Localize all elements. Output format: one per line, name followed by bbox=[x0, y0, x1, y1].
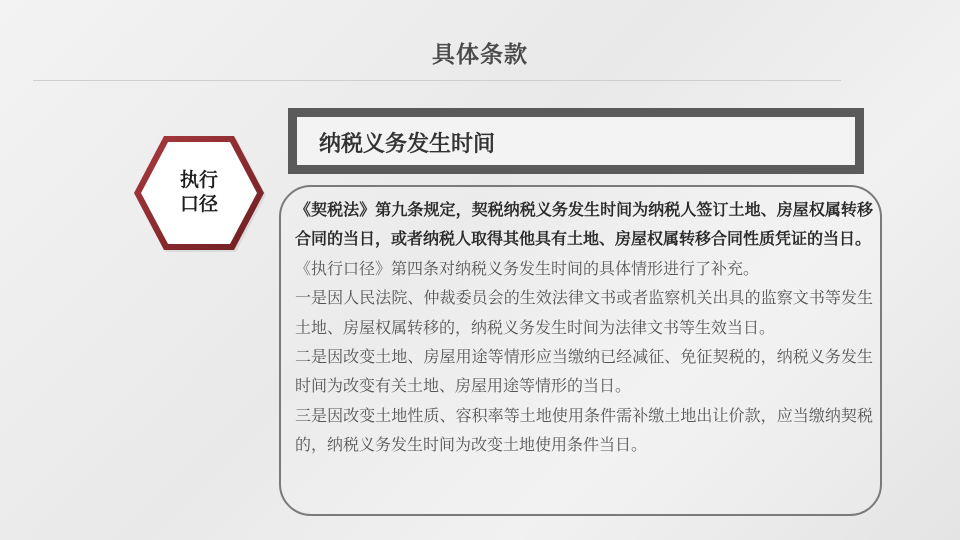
section-heading: 纳税义务发生时间 bbox=[319, 132, 496, 157]
badge-label-line1: 执行 bbox=[179, 169, 218, 191]
paragraph-supplement: 《执行口径》第四条对纳税义务发生时间的具体情形进行了补充。 bbox=[295, 258, 760, 278]
paragraph-case-one: 一是因人民法院、仲裁委员会的生效法律文书或者监察机关出具的监察文书等发生土地、房屋权属转移的，纳税义务发生时间为法律文书等生效当日。 bbox=[295, 288, 873, 337]
content-panel bbox=[279, 185, 882, 516]
paragraph-law-article: 《契税法》第九条规定，契税纳税义务发生时间为纳税人签订土地、房屋权属转移合同的当日，或者纳税人取得其他具有土地、房屋权属转移合同性质凭证的当日。 bbox=[295, 200, 873, 249]
badge-label-line2: 口径 bbox=[179, 193, 218, 215]
paragraph-case-two: 二是因改变土地、房屋用途等情形应当缴纳已经减征、免征契税的，纳税义务发生时间为改变有关土地、房屋用途等情形的当日。 bbox=[295, 347, 873, 396]
section-header-inner bbox=[297, 117, 855, 165]
title-divider bbox=[33, 80, 841, 81]
category-badge bbox=[130, 132, 268, 254]
paragraph-case-three: 三是因改变土地性质、容积率等土地使用条件需补缴土地出让价款，应当缴纳契税的，纳税义务发生时间为改变土地使用条件当日。 bbox=[295, 405, 873, 455]
section-header bbox=[288, 108, 864, 174]
badge-label bbox=[130, 168, 268, 216]
page-title: 具体条款 bbox=[432, 42, 528, 68]
content-text bbox=[295, 195, 873, 460]
